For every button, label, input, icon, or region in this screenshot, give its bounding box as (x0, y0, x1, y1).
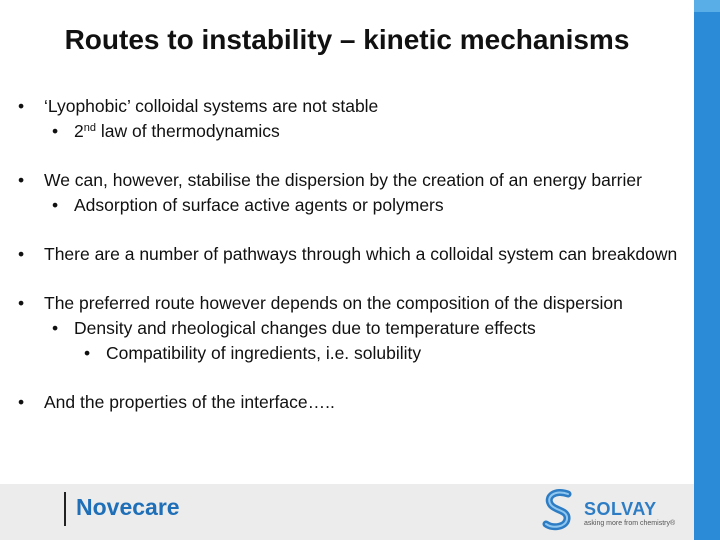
bullet-icon: • (84, 343, 91, 363)
bullet-icon: • (18, 96, 25, 116)
bullet-point-1-text: ‘Lyophobic’ colloidal systems are not stable (44, 96, 379, 116)
novecare-divider (64, 492, 66, 526)
bullet-point-3-text: There are a number of pathways through which a colloidal system can breakdown (44, 244, 678, 264)
ordinal-suffix: nd (83, 122, 96, 134)
sub-sub-bullet-4-1-1 (16, 343, 686, 364)
bullet-point-4-text: The preferred route however depends on the composition of the dispersion (44, 293, 623, 313)
bullet-icon: • (52, 121, 59, 141)
bullet-point-2 (16, 170, 686, 191)
sub-bullet-1-1 (16, 121, 686, 142)
slide-title: Routes to instability – kinetic mechanisms (64, 24, 630, 55)
bullet-icon: • (18, 293, 25, 313)
novecare-logo: Novecare (76, 494, 180, 520)
sub-bullet-2-1-text: Adsorption of surface active agents or polymers (74, 195, 444, 215)
solvay-wordmark: SOLVAY (584, 499, 657, 519)
bullet-point-1 (16, 96, 686, 117)
sub-bullet-4-1 (16, 318, 686, 339)
bullet-point-2-text: We can, however, stabilise the dispersion by the creation of an energy barrier (44, 170, 642, 190)
solvay-tagline: asking more from chemistry® (584, 520, 676, 527)
slide-footer (0, 484, 694, 540)
right-accent-bar (694, 0, 720, 540)
sub-sub-bullet-4-1-1-text: Compatibility of ingredients, i.e. solubility (106, 343, 422, 363)
bullet-icon: • (52, 195, 59, 215)
sub-bullet-1-1-text: law of thermodynamics (95, 121, 280, 141)
bullet-icon: • (18, 244, 25, 264)
sub-bullet-2-1 (16, 195, 686, 216)
bullet-point-3 (16, 244, 686, 265)
bullet-icon: • (18, 170, 25, 190)
bullet-point-4 (16, 293, 686, 314)
bullet-point-5 (16, 392, 686, 413)
bullet-icon: • (18, 392, 25, 412)
bullet-icon: • (52, 318, 59, 338)
bullet-point-5-text: And the properties of the interface….. (44, 392, 335, 412)
sub-bullet-1-1-prefix: 2 (74, 121, 84, 141)
slide-body (16, 96, 686, 413)
solvay-logo-icon (541, 488, 577, 532)
sub-bullet-4-1-text: Density and rheological changes due to temperature effects (74, 318, 536, 338)
accent-bar-highlight (694, 0, 720, 12)
